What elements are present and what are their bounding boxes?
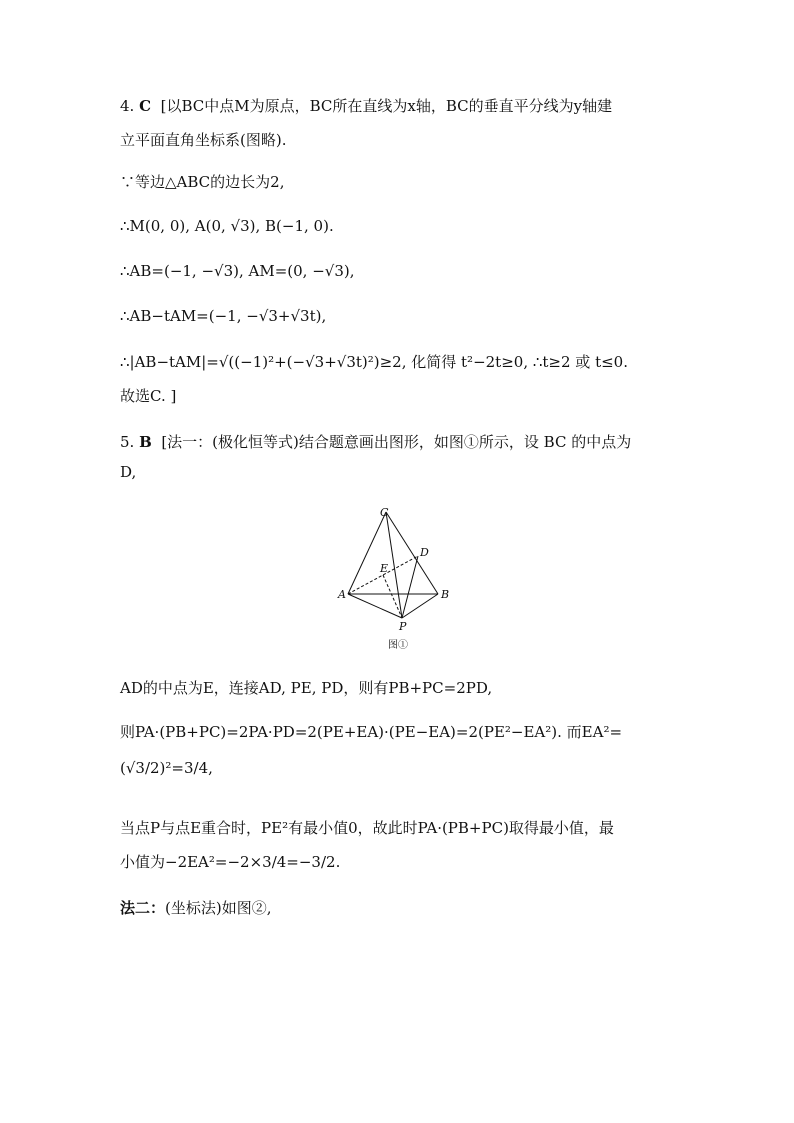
p5-line-1b (120, 462, 680, 482)
p4-text-1: [以BC中点M为原点，BC所在直线为x轴，BC的垂直平分线为y轴建 (160, 97, 613, 115)
p4-line-7 (120, 352, 680, 372)
p5-answer: B (139, 433, 152, 451)
p5-line-2 (120, 678, 680, 698)
label-c: C (380, 506, 389, 519)
edge-ap (348, 594, 402, 618)
p5-text-4: (√3/2)²=3/4, (120, 759, 213, 777)
figure-1-caption: 图① (388, 640, 408, 651)
p5-text-1b: D, (120, 463, 137, 481)
p4-line-6 (120, 306, 680, 326)
p4-line-5 (120, 261, 680, 281)
edge-ca (348, 512, 389, 594)
p4-answer: C (139, 97, 152, 115)
p5-text-1a: [法一：(极化恒等式)结合题意画出图形，如图①所示，设 BC 的中点为 (161, 433, 632, 451)
p4-text-4: ∴M(0, 0), A(0, √3), B(−1, 0). (120, 217, 334, 235)
p5-text-5: 当点P与点E重合时，PE²有最小值0，故此时PA·(PB+PC)取得最小值，最 (120, 819, 614, 837)
figure-1-pyramid (330, 502, 460, 652)
p5-line-4 (120, 758, 680, 778)
label-d: D (420, 546, 429, 559)
p5-line-7 (120, 898, 680, 918)
p5-method2-label: 法二： (120, 899, 166, 917)
p5-text-2: AD的中点为E，连接AD, PE, PD，则有PB+PC=2PD, (120, 679, 493, 697)
p4-text-7: ∴|AB−tAM|=√((−1)²+(−√3+√3t)²)≥2, 化简得 t²−2t≥0, ∴t≥2 或 t≤0. (120, 353, 628, 371)
p5-line-1 (120, 432, 680, 452)
p5-text-6: 小值为−2EA²=−2×3/4=−3/2. (120, 853, 341, 871)
p5-text-3: 则PA·(PB+PC)=2PA·PD=2(PE+EA)·(PE−EA)=2(PE²−EA²). 而EA²= (120, 723, 623, 741)
label-a: A (338, 588, 346, 601)
p5-line-5 (120, 818, 680, 838)
label-b: B (441, 588, 450, 601)
label-e: E (380, 562, 389, 575)
label-p: P (399, 620, 407, 633)
p4-line-8 (120, 386, 680, 406)
p4-line-3 (120, 172, 680, 192)
p4-line-4 (120, 216, 680, 236)
p5-text-7: (坐标法)如图②, (165, 899, 272, 917)
p4-text-5: ∴AB=(−1, −√3), AM=(0, −√3), (120, 262, 355, 280)
edge-cp (386, 512, 402, 618)
p4-text-2: 立平面直角坐标系(图略). (120, 131, 287, 149)
p4-line-2 (120, 130, 680, 150)
p5-line-3 (120, 722, 680, 742)
p4-number: 4. (120, 97, 135, 115)
p4-line-1 (120, 96, 680, 116)
p4-text-8: 故选C. ] (120, 387, 177, 405)
edge-cb (386, 512, 438, 594)
p4-text-6: ∴AB−tAM=(−1, −√3+√3t), (120, 307, 327, 325)
p5-line-6 (120, 852, 680, 872)
p4-text-3: ∵等边△ABC的边长为2, (120, 173, 285, 191)
p5-number: 5. (120, 433, 135, 451)
